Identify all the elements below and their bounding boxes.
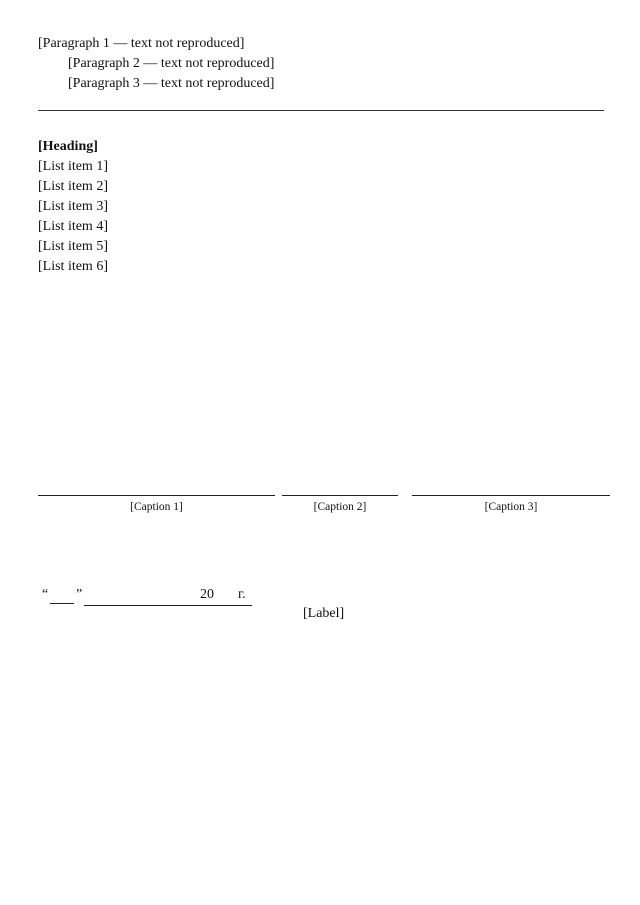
year-suffix: г. (238, 587, 246, 602)
paragraph-3: [Paragraph 3 — text not reproduced] (68, 76, 275, 91)
signature-block (38, 483, 610, 553)
paragraph-2: [Paragraph 2 — text not reproduced] (68, 56, 275, 71)
date-open-quote: “ (42, 587, 49, 602)
paragraph-1: [Paragraph 1 — text not reproduced] (38, 36, 245, 51)
month-year-line (84, 605, 252, 606)
attachment-item: [List item 4] (38, 219, 108, 234)
attachment-item: [List item 5] (38, 239, 108, 254)
attachments-heading: [Heading] (38, 139, 98, 154)
signature-field (282, 483, 398, 517)
attachment-item: [List item 3] (38, 199, 108, 214)
position-field (38, 483, 275, 517)
attachment-item: [List item 2] (38, 179, 108, 194)
date-field (38, 587, 268, 611)
day-line (50, 603, 74, 604)
document-body (38, 34, 604, 277)
attachment-item: [List item 6] (38, 259, 108, 274)
year-prefix: 20 (200, 587, 214, 602)
position-caption: [Caption 1] (130, 501, 183, 513)
date-close-quote: ” (76, 587, 83, 602)
attachment-item: [List item 1] (38, 159, 108, 174)
name-field (412, 483, 610, 517)
stamp-label: [Label] (303, 606, 345, 621)
signature-caption: [Caption 2] (313, 501, 367, 513)
name-caption: [Caption 3] (484, 501, 538, 513)
